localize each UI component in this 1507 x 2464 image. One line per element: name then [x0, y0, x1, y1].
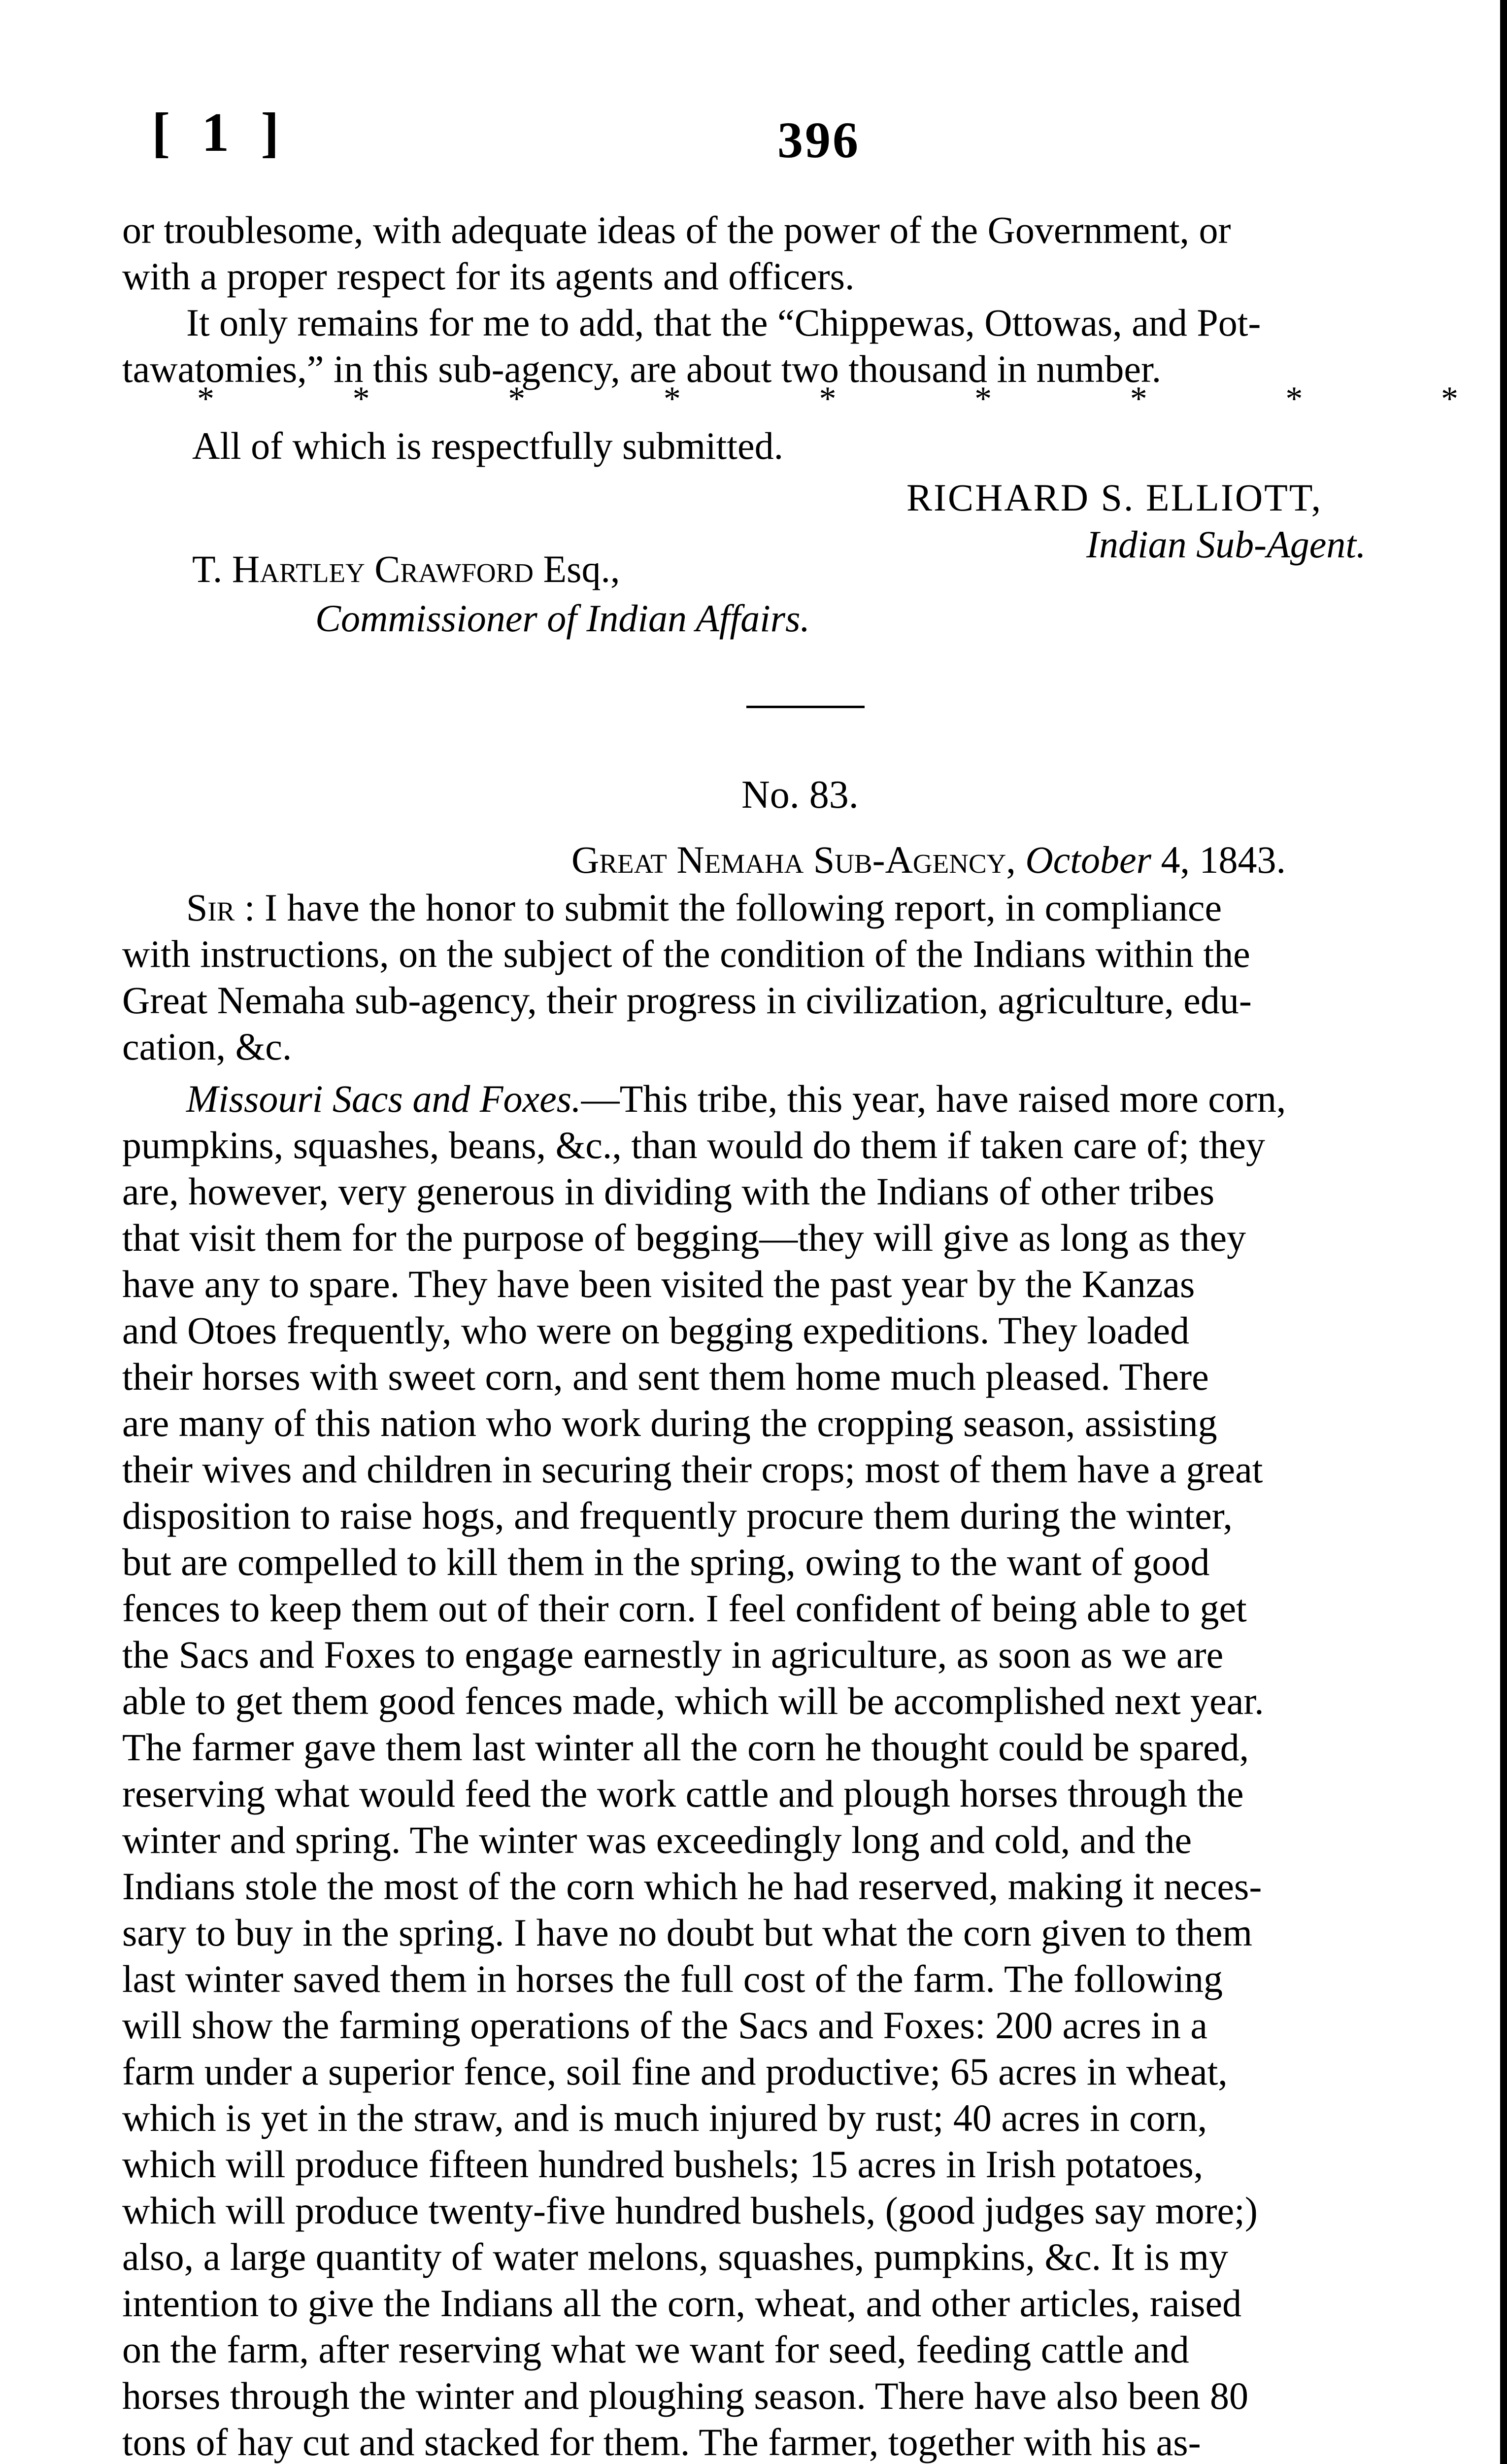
addressee-name	[192, 547, 620, 591]
omission-stars	[197, 379, 1458, 419]
document-number: No. 83.	[741, 773, 859, 817]
paragraph-continuation: or troublesome, with adequate ideas of the power of the Government, or with a proper respect for its agents and officers.	[122, 208, 1231, 298]
star-mark: *	[197, 380, 214, 418]
signer-name: RICHARD S. ELLIOTT,	[906, 476, 1323, 519]
dateline-day-year: 4, 1843.	[1151, 838, 1286, 881]
addressee-name-smallcaps: Hartley Crawford	[232, 548, 534, 590]
section-divider	[746, 706, 865, 708]
star-mark: *	[352, 380, 370, 418]
intro-text: : I have the honor to submit the following report, in compliance with instructions, on the subject of the condition of the Indians within the Great Nemaha sub-agency, their progress in civilization, agriculture, edu- cation, &c.	[122, 886, 1252, 1068]
paragraph-remaining: It only remains for me to add, that the “Chippewas, Ottowas, and Pot- tawatomies,” in this sub-agency, are about two thousand in number.	[122, 301, 1261, 390]
addressee-title: Commissioner of Indian Affairs.	[315, 597, 810, 640]
star-mark: *	[1130, 380, 1147, 418]
star-mark: *	[508, 380, 526, 418]
star-mark: *	[1441, 380, 1458, 418]
signer-title: Indian Sub-Agent.	[1086, 523, 1366, 566]
addressee-prefix: T.	[192, 548, 232, 590]
addressee-suffix: Esq.,	[533, 548, 620, 590]
dateline-place: Great Nemaha Sub-Agency,	[571, 838, 1016, 881]
document-section-marker: [ 1 ]	[152, 102, 288, 163]
star-mark: *	[974, 380, 992, 418]
dateline-month: October	[1025, 838, 1151, 881]
page-number: 396	[777, 112, 860, 169]
star-mark: *	[819, 380, 837, 418]
dateline	[571, 838, 1286, 882]
star-mark: *	[1285, 380, 1303, 418]
scan-border-right	[1500, 0, 1507, 2464]
star-mark: *	[663, 380, 681, 418]
closing-line: All of which is respectfully submitted.	[192, 424, 784, 467]
report-body	[122, 885, 1452, 2464]
tribe-body-text: —This tribe, this year, have raised more corn, pumpkins, squashes, beans, &c., than would do them if taken care of; they are, however, very generous in dividing with the Indians of other tribes that visit them for the purpose of begging—they will give as long as they have any to spare. They have been visited the past year by the Kanzas and Otoes frequently, who were on begging expeditions. They loaded their horses with sweet corn, and sent them home much pleased. There are many of this nation who work during the cropping season, assisting their wives and children in securing their crops; most of them have a great disposition to raise hogs, and frequently procure them during the winter, but are compelled to kill them in the spring, owing to the want of good fences to keep them out of their corn. I feel confident of being able to get the Sacs and Foxes to engage earnestly in agriculture, as soon as we are able to get them good fences made, which will be accomplished next year. The farmer gave them last winter all the corn he thought could be spared, reserving what would feed the work cattle and plough horses through the winter and spring. The winter was exceedingly long and cold, and the Indians stole the most of the corn which he had reserved, making it neces- sary to buy in the spring. I have no doubt but what the corn given to them last winter saved them in horses the full cost of the farm. The following will show the farming operations of the Sacs and Foxes: 200 acres in a farm under a superior fence, soil fine and productive; 65 acres in wheat, which is yet in the straw, and is much injured by rust; 40 acres in corn, which will produce fifteen hundred bushels; 15 acres in Irish potatoes, which will produce twenty-five hundred bushels, (good judges say more;) also, a large quantity of water melons, squashes, pumpkins, &c. It is my intention to give the Indians all the corn, wheat, and other articles, raised on the farm, after reserving what we want for seed, feeding cattle and horses through the winter and ploughing season. There have also been 80 tons of hay cut and stacked for them. The farmer, together with his as-	[122, 1077, 1286, 2464]
tribe-paragraph	[122, 1076, 1452, 2464]
salutation-paragraph	[122, 885, 1452, 1070]
top-text-block	[122, 207, 1452, 392]
tribe-heading: Missouri Sacs and Foxes.	[186, 1077, 581, 1120]
salutation: Sir	[186, 886, 235, 929]
